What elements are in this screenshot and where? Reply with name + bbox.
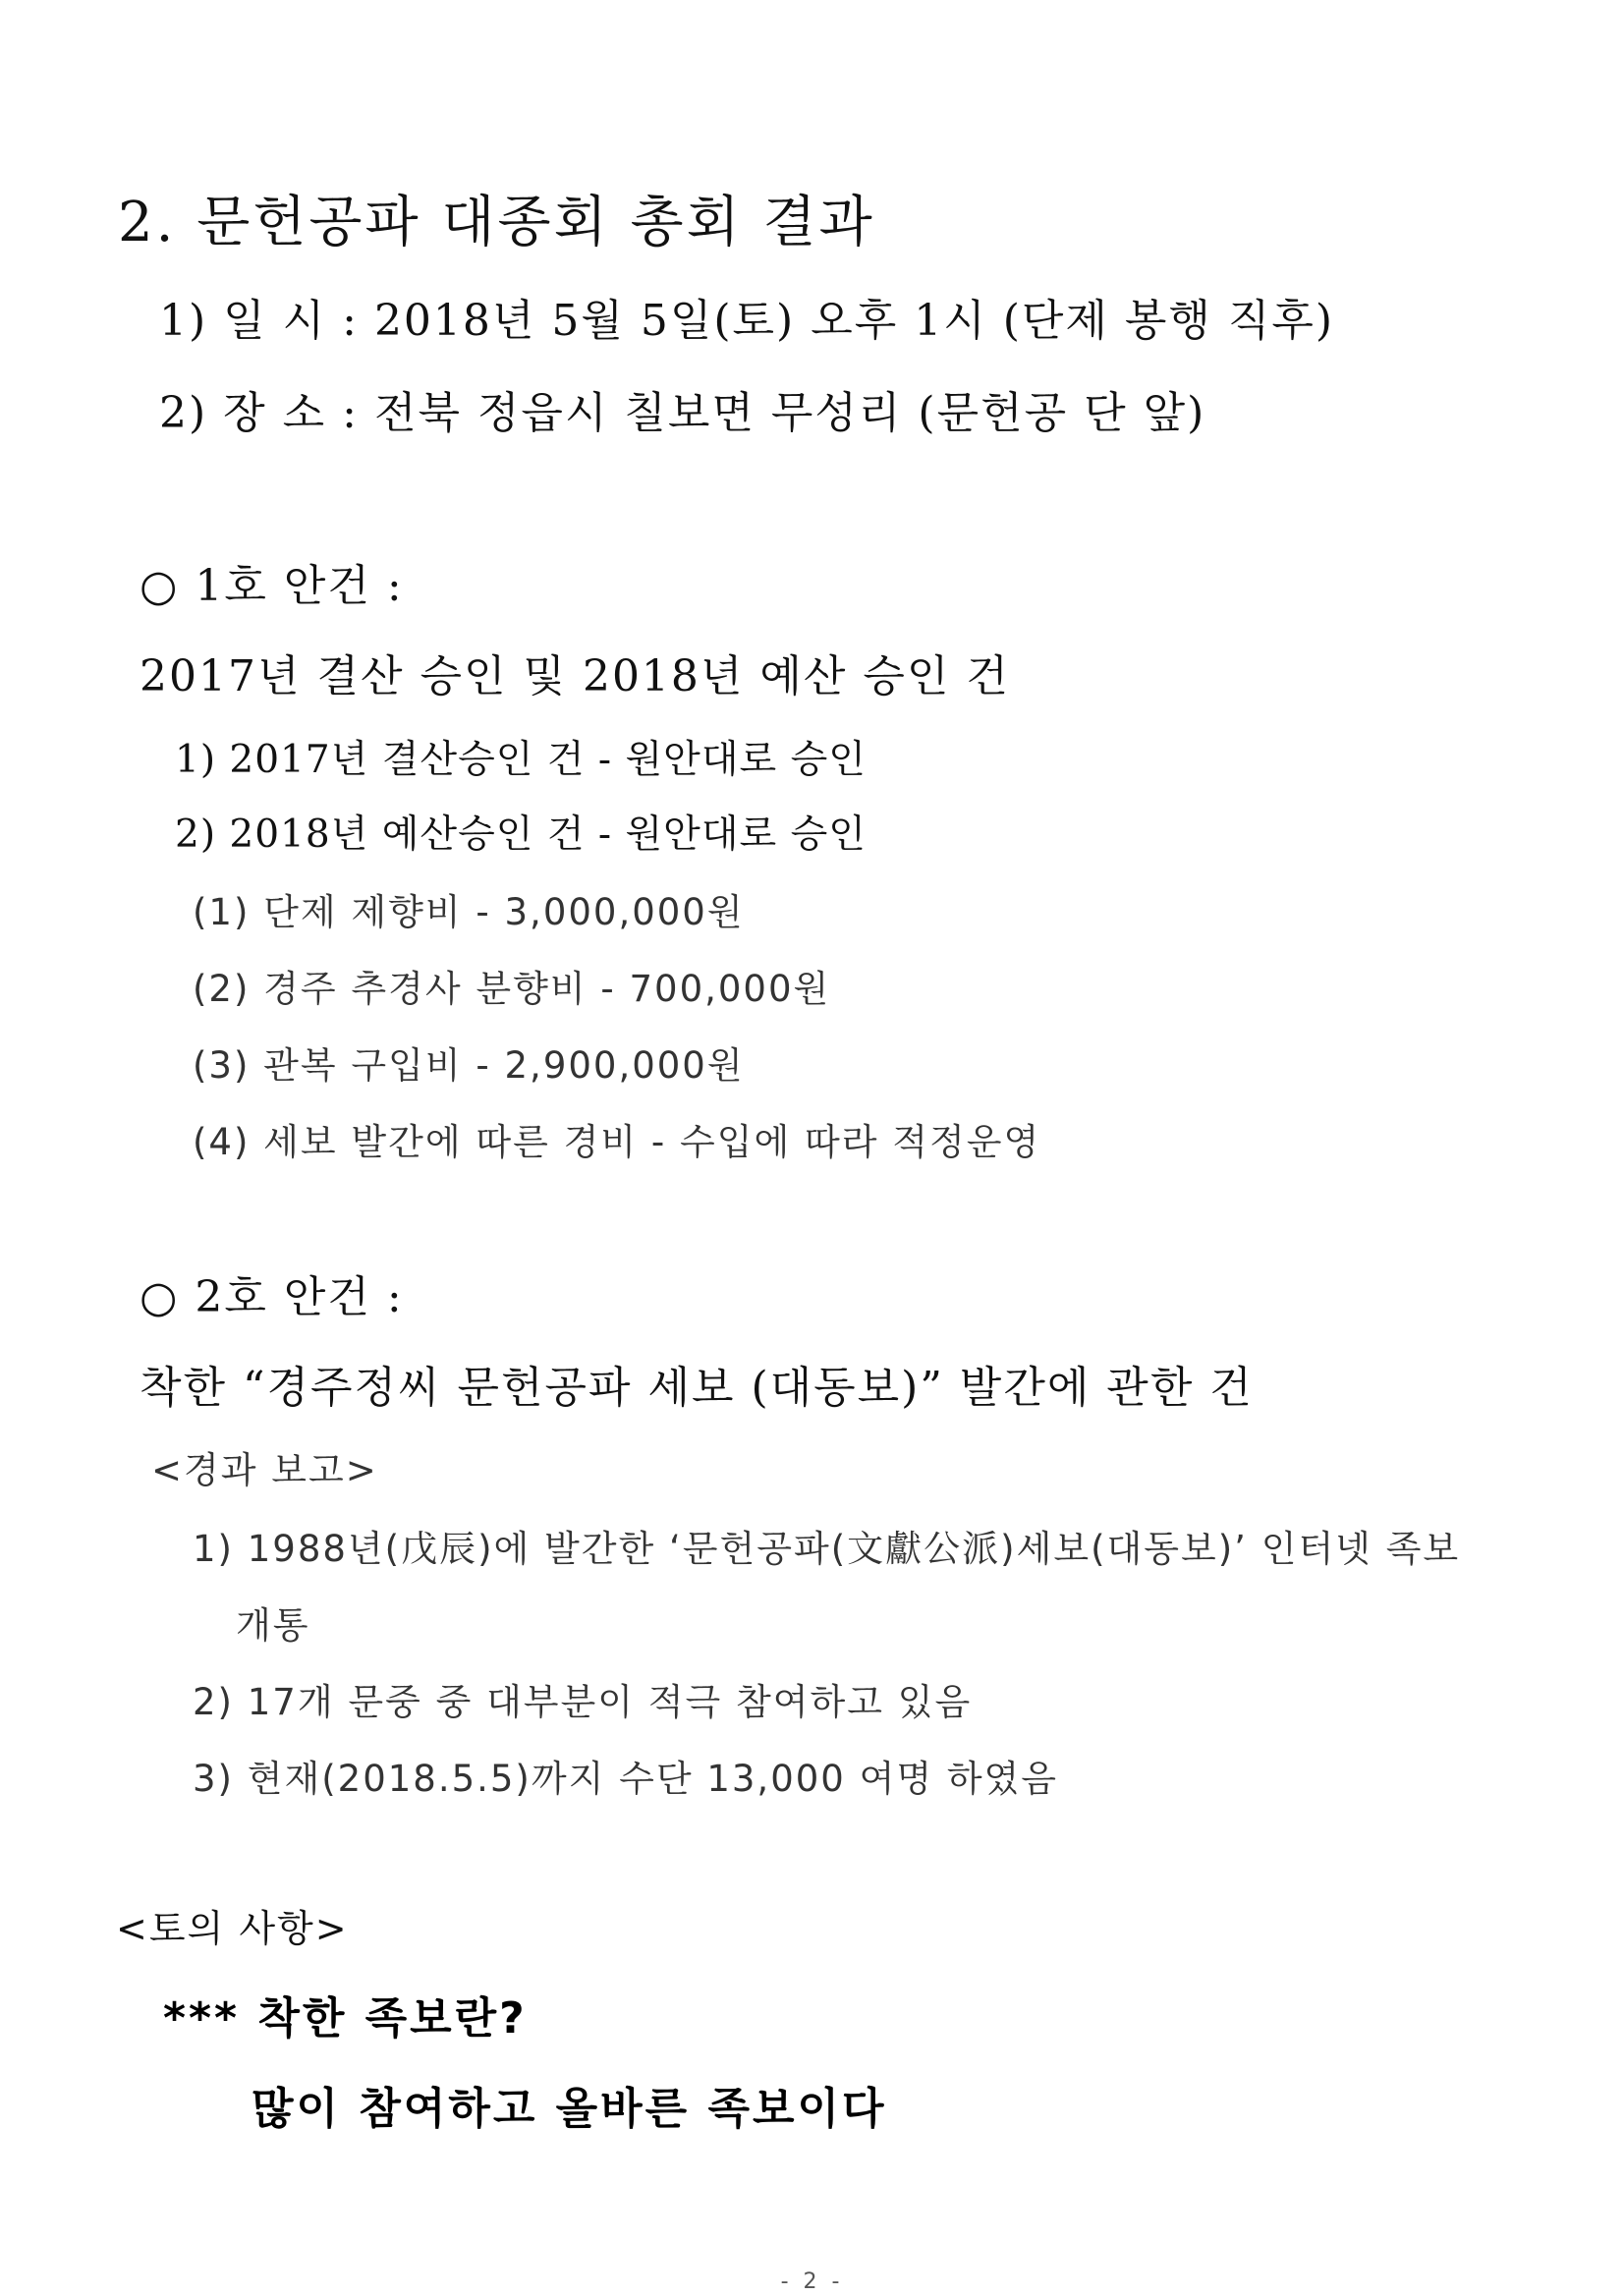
report-item-2: 2) 17개 문중 중 대부분이 적극 참여하고 있음 <box>193 1681 973 1723</box>
page-number: - 2 - <box>780 2269 844 2294</box>
agenda2-title: 착한 “경주정씨 문헌공파 세보 (대동보)” 발간에 관한 건 <box>140 1363 1254 1413</box>
agenda2-heading: ○ 2호 안건 : <box>140 1272 404 1322</box>
report-label: <경과 보고> <box>151 1449 378 1491</box>
agenda1-item-2: 2) 2018년 예산승인 건 - 원안대로 승인 <box>175 812 867 857</box>
agenda1-heading: ○ 1호 안건 : <box>140 561 404 611</box>
agenda1-subitem-1: (1) 단제 제향비 - 3,000,000원 <box>193 891 745 933</box>
agenda1-subitem-4: (4) 세보 발간에 따른 경비 - 수입에 따라 적정운영 <box>193 1121 1041 1163</box>
section-title: 2. 문헌공파 대종회 총회 결과 <box>118 191 875 254</box>
discussion-label: <토의 사항> <box>116 1907 349 1950</box>
discussion-answer: 많이 참여하고 올바른 족보이다 <box>252 2084 887 2134</box>
agenda1-item-1: 1) 2017년 결산승인 건 - 원안대로 승인 <box>175 738 867 782</box>
report-item-3: 3) 현재(2018.5.5)까지 수단 13,000 여명 하였음 <box>193 1758 1059 1800</box>
agenda1-subitem-3: (3) 관복 구입비 - 2,900,000원 <box>193 1044 745 1087</box>
discussion-question: *** 착한 족보란? <box>163 1993 528 2044</box>
place-line: 2) 장 소 : 전북 정읍시 칠보면 무성리 (문헌공 단 앞) <box>159 388 1206 438</box>
report-item-1-cont: 개통 <box>236 1604 310 1647</box>
agenda1-subitem-2: (2) 경주 추경사 분향비 - 700,000원 <box>193 968 831 1010</box>
report-item-1: 1) 1988년(戊辰)에 발간한 ‘문헌공파(文獻公派)세보(대동보)’ 인터넷 족보 <box>193 1528 1461 1570</box>
date-line: 1) 일 시 : 2018년 5월 5일(토) 오후 1시 (단제 봉행 직후) <box>159 296 1335 346</box>
agenda1-title: 2017년 결산 승인 및 2018년 예산 승인 건 <box>140 651 1010 701</box>
